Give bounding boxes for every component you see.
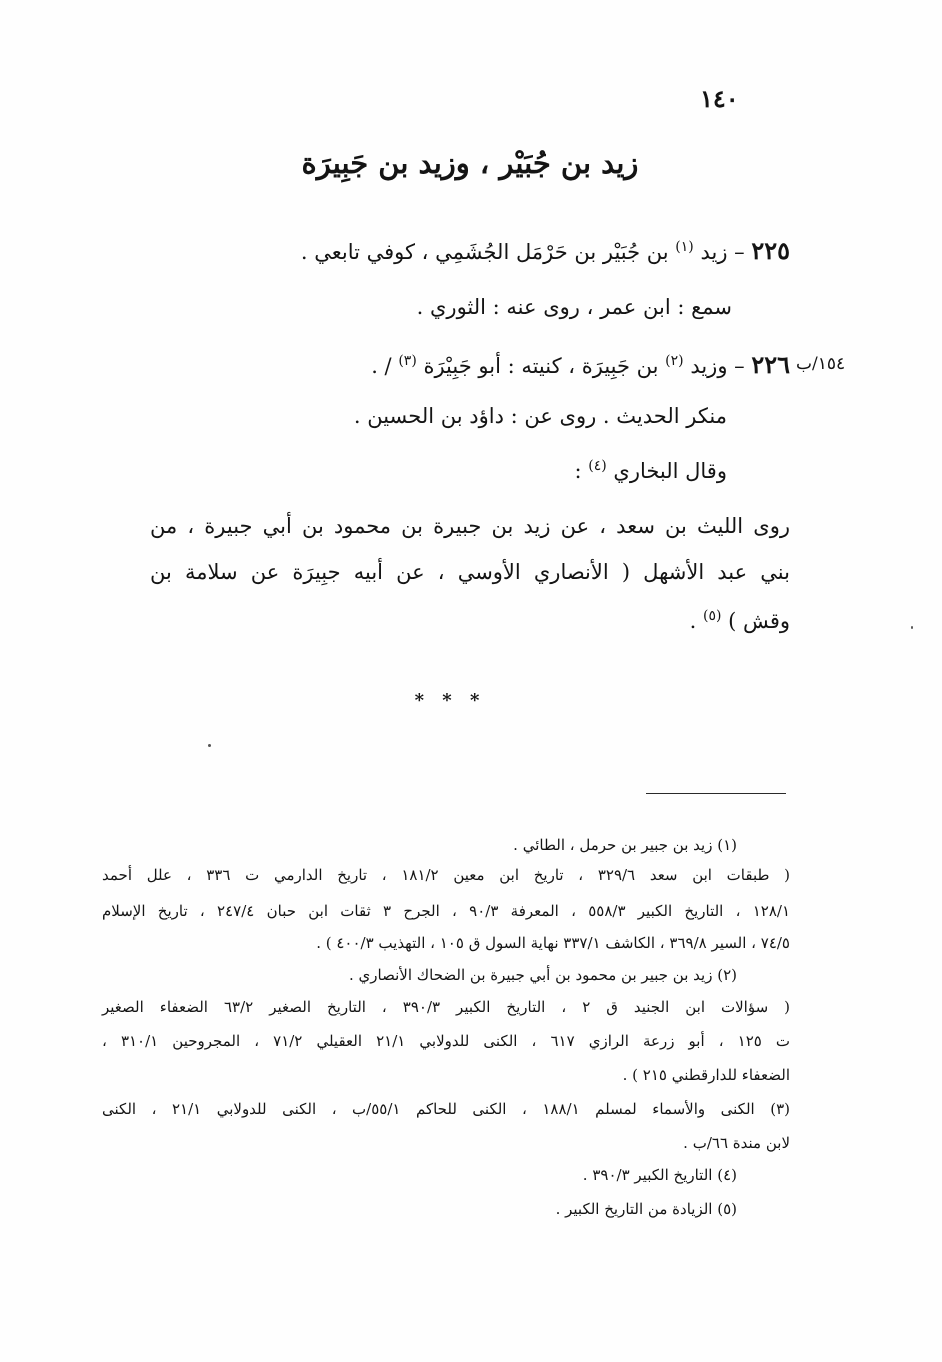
footnote-line: ت ١٢٥ ، أبو زرعة الرازي ٦١٧ ، الكنى للدولابي ٢١/١ العقيلي ٧١/٢ ، المجروحين ٣١٠/١ ، bbox=[102, 1032, 791, 1050]
footnote-rule bbox=[646, 793, 786, 794]
footnote-line: (٣) الكنى والأسماء لمسلم ١٨٨/١ ، الكنى للحاكم ٥٥/١/ب ، الكنى للدولابي ٢١/١ ، الكنى bbox=[102, 1100, 790, 1118]
bukhari-colon: : bbox=[574, 459, 589, 483]
scan-speck bbox=[208, 744, 211, 747]
page-number: ١٤٠ bbox=[700, 84, 739, 113]
paragraph-text: وقش ) bbox=[721, 609, 790, 633]
paragraph-line bbox=[150, 608, 790, 633]
entry-text: وزيد bbox=[690, 354, 728, 378]
entry-number: ٢٢٦ bbox=[751, 350, 790, 379]
paragraph-line: بني عبد الأشهل ( الأنصاري الأوسي ، عن أبيه جبِيرَة عن سلامة بن bbox=[150, 560, 790, 584]
entry-226 bbox=[371, 350, 790, 379]
paragraph-line: روى الليث بن سعد ، عن زيد بن جبيرة بن محمود بن أبي جبيرة ، من bbox=[150, 514, 790, 538]
footnote-ref: (٢) bbox=[665, 353, 684, 369]
footnote-line: (١) زيد بن جبير بن حرمل ، الطائي . bbox=[513, 836, 737, 854]
munkar-line: منكر الحديث . روى عن : داؤد بن الحسين . bbox=[353, 404, 727, 428]
entry-225 bbox=[301, 236, 790, 265]
footnote-line: ١٢٨/١ ، التاريخ الكبير ٥٥٨/٣ ، المعرفة ٩٠/٣ ، الجرح ٣ ثقات ابن حبان ٢٤٧/٤ ، تاريخ الإسلام bbox=[102, 902, 791, 920]
entry-text: زيد bbox=[700, 240, 728, 264]
margin-folio-ref: ١٥٤/ب bbox=[796, 354, 846, 374]
footnote-ref: (٥) bbox=[703, 608, 722, 624]
entry-text: بن جَبِيرَة ، كنيته : أبو جَبِيْرَة bbox=[416, 354, 666, 378]
bukhari-text: وقال البخاري bbox=[606, 459, 727, 483]
entry-text: / . bbox=[371, 354, 399, 378]
scan-speck bbox=[911, 626, 913, 629]
entry-text: بن جُبَيْر بن حَرْمَل الجُشَمِي ، كوفي تابعي . bbox=[300, 240, 676, 264]
paragraph-text: . bbox=[689, 609, 704, 633]
footnote-line: ٧٤/٥ ، السير ٣٦٩/٨ ، الكاشف ٣٣٧/١ نهاية السول ق ١٠٥ ، التهذيب ٤٠٠/٣ ) . bbox=[316, 934, 790, 952]
footnote-ref: (٣) bbox=[398, 353, 417, 369]
footnote-line: (٥) الزيادة من التاريخ الكبير . bbox=[555, 1200, 737, 1218]
footnote-line: لابن مندة ٦٦/ب . bbox=[683, 1134, 790, 1152]
section-heading: زيد بن جُبَيْر ، وزيد بن جَبِيرَة bbox=[301, 146, 639, 180]
entry-number: ٢٢٥ bbox=[751, 236, 790, 265]
footnote-line: (٤) التاريخ الكبير ٣٩٠/٣ . bbox=[582, 1166, 737, 1184]
footnote-line: ( طبقات ابن سعد ٣٢٩/٦ ، تاريخ ابن معين ١٨١/٢ ، تاريخ الدارمي ت ٣٣٦ ، علل أحمد bbox=[102, 866, 790, 884]
footnote-line: ( سؤالات ابن الجنيد ق ٢ ، التاريخ الكبير ٣٩٠/٣ ، التاريخ الصغير ٦٣/٢ الضعفاء الصغير bbox=[102, 998, 790, 1016]
section-separator: * * * bbox=[414, 690, 486, 711]
footnote-line: الضعفاء للدارقطني ٢١٥ ) . bbox=[622, 1066, 790, 1084]
footnote-ref: (١) bbox=[675, 239, 694, 255]
entry-dash: – bbox=[727, 240, 752, 264]
footnote-ref: (٤) bbox=[588, 458, 607, 474]
bukhari-line bbox=[574, 458, 727, 483]
entry-dash: – bbox=[727, 354, 752, 378]
footnote-line: (٢) زيد بن جبير بن محمود بن أبي جبيرة بن الضحاك الأنصاري . bbox=[349, 966, 737, 984]
sami-line: سمع : ابن عمر ، روى عنه : الثوري . bbox=[416, 295, 732, 319]
